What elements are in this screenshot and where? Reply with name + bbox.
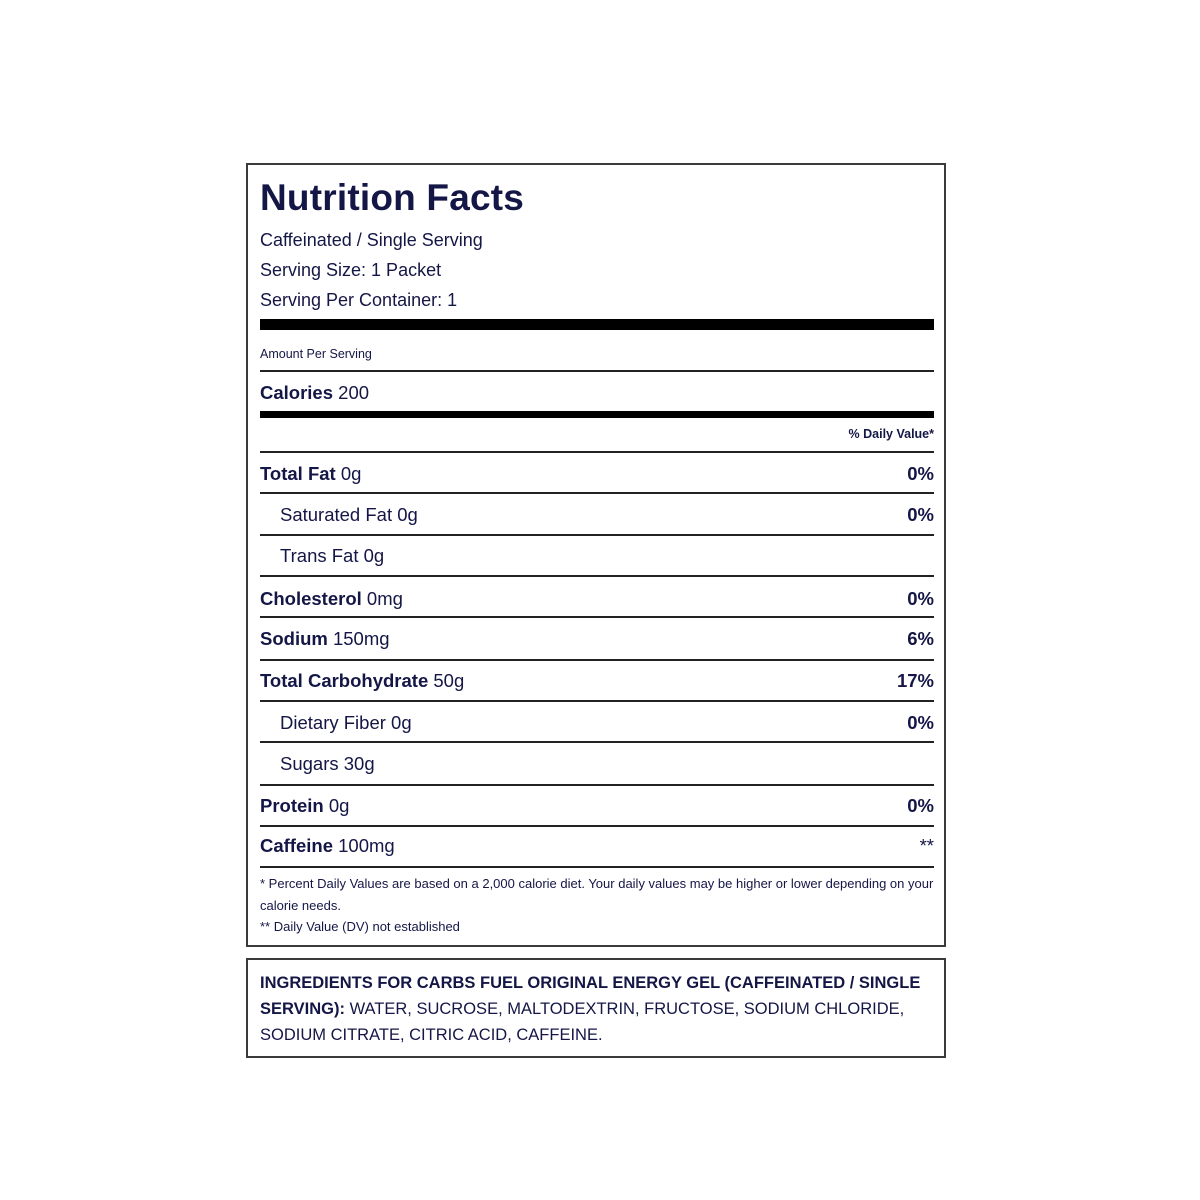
divider (260, 784, 934, 786)
nutrient-daily-value: 0% (907, 463, 934, 484)
nutrient-daily-value: 0% (907, 795, 934, 816)
nutrient-amount: 0mg (366, 588, 403, 609)
nutrient-amount: 0g (363, 545, 385, 566)
nutrient-row-protein (260, 793, 934, 819)
nutrient-daily-value: 0% (907, 504, 934, 525)
divider (260, 616, 934, 618)
nutrient-name: Total Fat (260, 463, 336, 484)
calories-row (260, 380, 934, 406)
nutrient-name: Total Carbohydrate (260, 670, 429, 691)
nutrient-name: Cholesterol (260, 588, 362, 609)
nutrient-row-total-carbohydrate (260, 668, 934, 694)
nutrient-amount: 50g (433, 670, 465, 691)
ingredients-list: WATER, SUCROSE, MALTODEXTRIN, FRUCTOSE, SODIUM CHLORIDE, SODIUM CITRATE, CITRIC ACID, CAFFEINE. (260, 1000, 905, 1044)
nutrient-row-trans-fat (260, 543, 934, 569)
nutrient-row-sugars (260, 751, 934, 777)
amount-per-serving: Amount Per Serving (260, 347, 372, 361)
daily-value-header: % Daily Value* (848, 427, 934, 441)
calories-label: Calories (260, 382, 334, 403)
serving-size: Serving Size: 1 Packet (260, 260, 442, 280)
divider (260, 575, 934, 577)
nutrition-facts-panel (246, 163, 946, 947)
footnote-dv-not-established: ** Daily Value (DV) not established (260, 919, 460, 934)
nutrient-name: Protein (260, 795, 324, 816)
nutrient-daily-value: 0% (907, 712, 934, 733)
nutrient-row-sodium (260, 626, 934, 652)
footnote-daily-values: * Percent Daily Values are based on a 2,000 calorie diet. Your daily values may be higher or lower depending on your calorie needs. (260, 876, 934, 913)
nutrient-daily-value: 6% (907, 628, 934, 649)
nutrient-daily-value: 0% (907, 588, 934, 609)
divider (260, 825, 934, 827)
divider (260, 370, 934, 372)
nutrient-amount: 0g (328, 795, 350, 816)
divider (260, 492, 934, 494)
nutrient-row-dietary-fiber (260, 710, 934, 736)
nutrient-row-saturated-fat (260, 502, 934, 528)
calories-value: 200 (338, 382, 370, 403)
nutrient-row-total-fat (260, 461, 934, 487)
product-variant: Caffeinated / Single Serving (260, 230, 483, 250)
divider (260, 451, 934, 453)
medium-divider (260, 411, 934, 418)
nutrient-name: Saturated Fat (280, 504, 393, 525)
ingredients-panel (246, 958, 946, 1058)
nutrient-amount: 150mg (332, 628, 390, 649)
nutrient-daily-value: 17% (896, 670, 934, 691)
thick-divider (260, 319, 934, 330)
nutrient-row-cholesterol (260, 586, 934, 612)
nutrient-amount: 0g (340, 463, 362, 484)
nutrient-name: Dietary Fiber (280, 712, 386, 733)
divider (260, 866, 934, 868)
divider (260, 700, 934, 702)
nutrient-amount: 0g (391, 712, 412, 733)
nutrient-name: Trans Fat (280, 545, 359, 566)
divider (260, 659, 934, 661)
nutrient-amount: 100mg (338, 835, 395, 856)
ingredients-heading: INGREDIENTS FOR CARBS FUEL ORIGINAL ENERGY GEL (CAFFEINATED / SINGLE SERVING): (260, 974, 921, 1018)
nutrition-facts-title: Nutrition Facts (260, 177, 525, 218)
divider (260, 741, 934, 743)
nutrient-name: Sugars (280, 753, 339, 774)
servings-per-container: Serving Per Container: 1 (260, 290, 458, 310)
nutrient-amount: 0g (397, 504, 418, 525)
nutrient-amount: 30g (343, 753, 375, 774)
nutrient-row-caffeine (260, 833, 934, 859)
nutrient-daily-value: ** (919, 835, 934, 856)
divider (260, 534, 934, 536)
nutrient-name: Caffeine (260, 835, 333, 856)
nutrient-name: Sodium (260, 628, 328, 649)
